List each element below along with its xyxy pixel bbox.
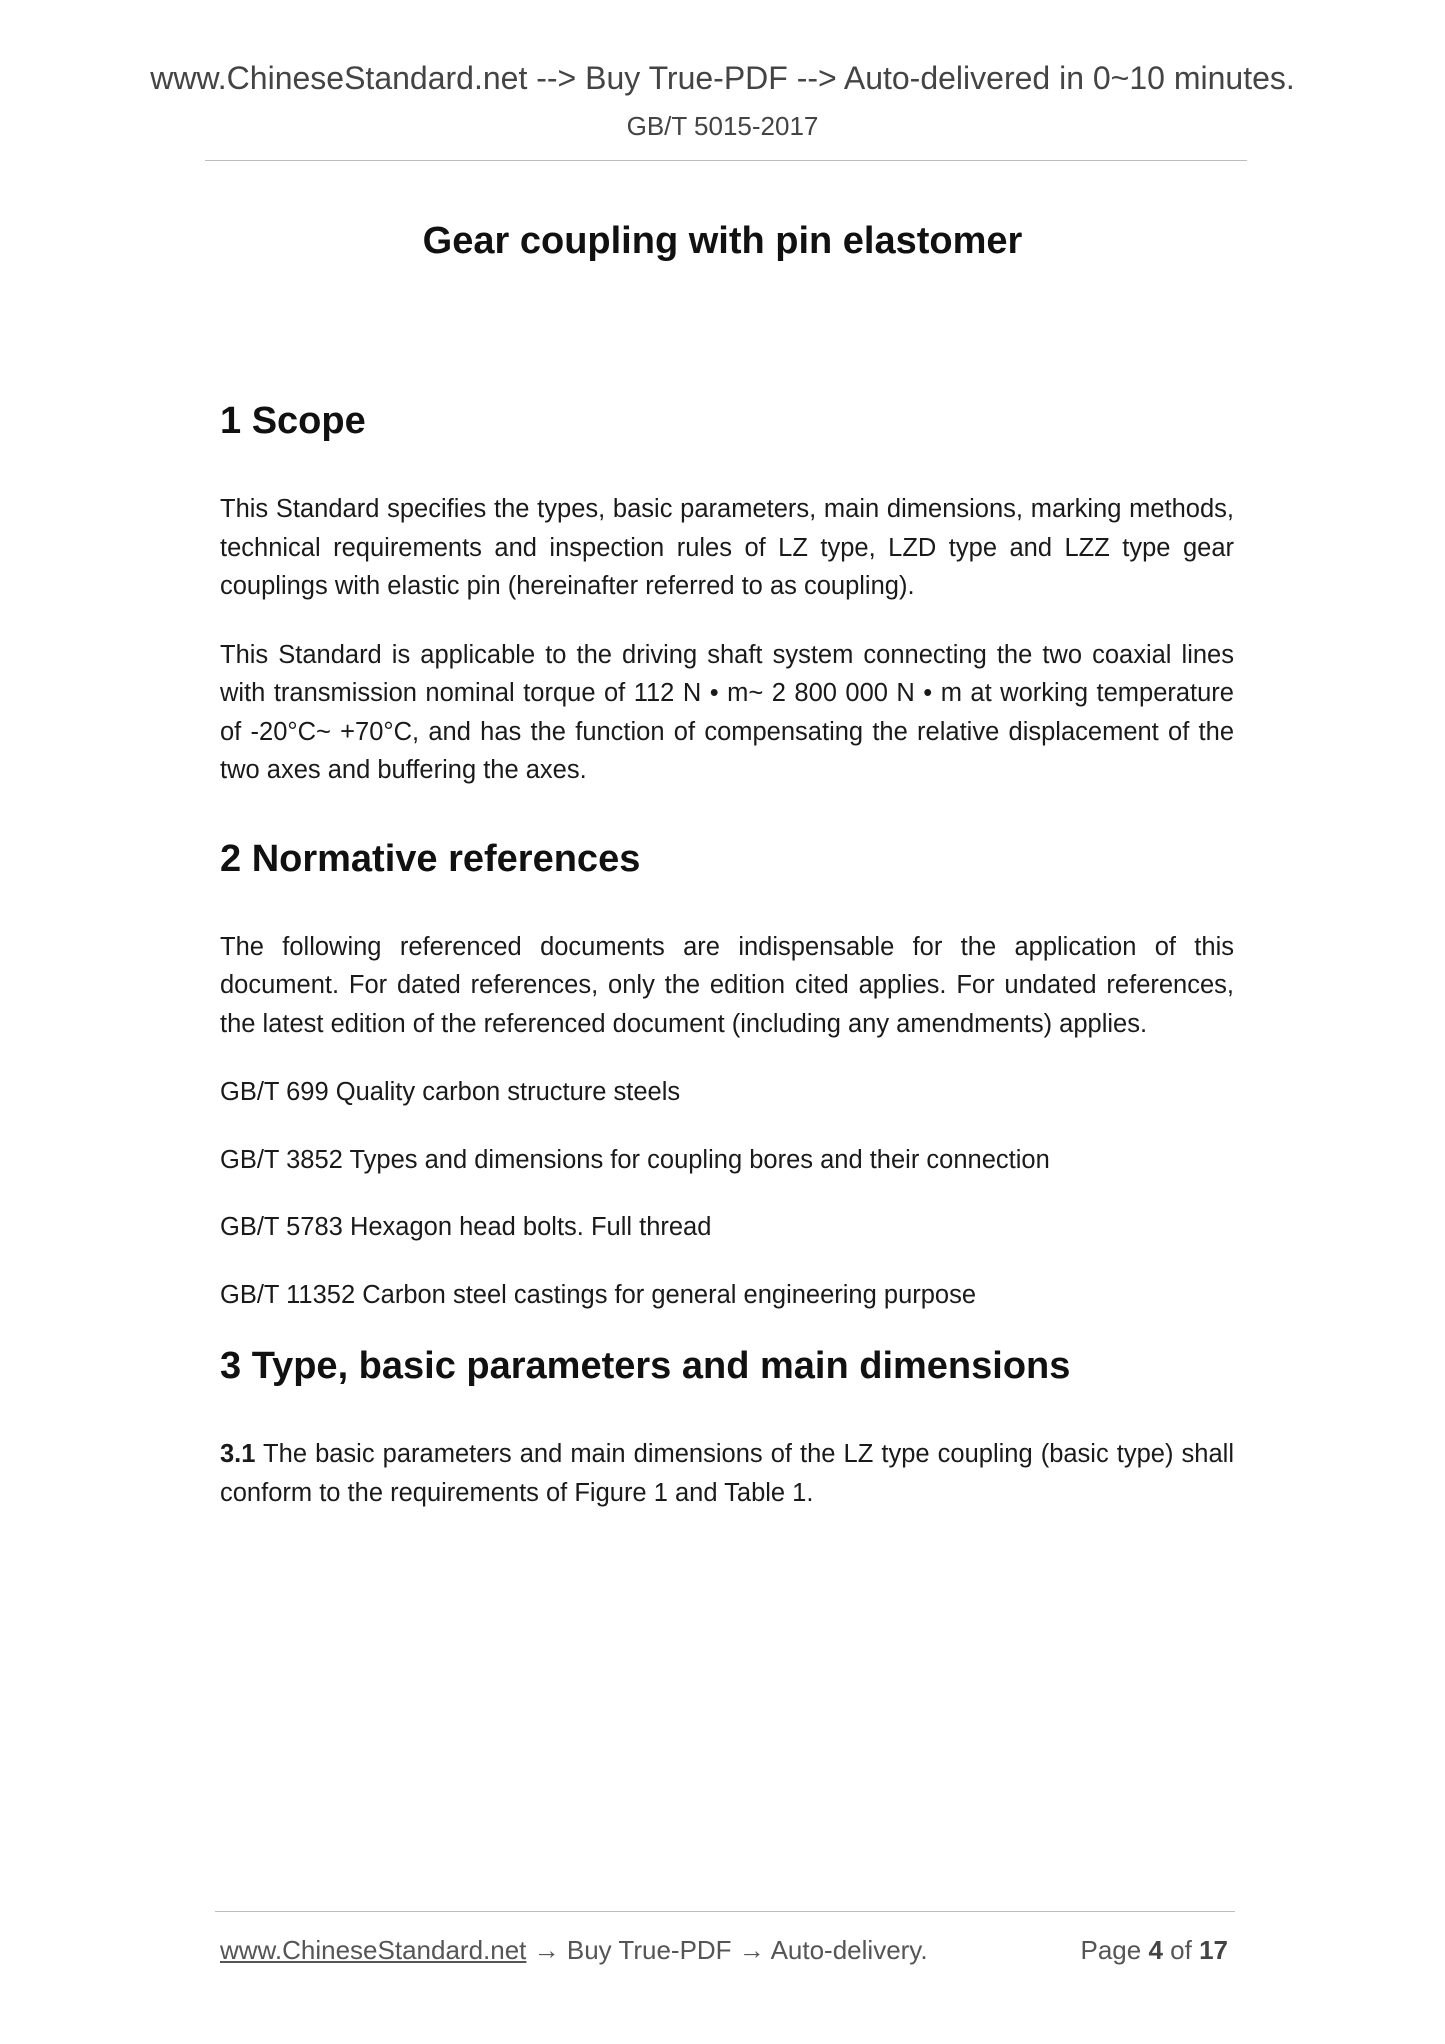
scope-paragraph: This Standard is applicable to the driving shaft system connecting the two coaxial lines with transmission nominal torque of 112 N • m~ 2 800 000 N • m at working temperature of -20°C~ +70°C, and has the function of compensating the relative displacement of the two axes and buffering the axes. bbox=[220, 640, 1234, 784]
page-current-number: 4 bbox=[1148, 1935, 1163, 1965]
header-banner: www.ChineseStandard.net --> Buy True-PDF --> Auto-delivered in 0~10 minutes. bbox=[150, 60, 1295, 96]
reference-item: GB/T 11352 Carbon steel castings for general engineering purpose bbox=[220, 1280, 977, 1309]
header-divider bbox=[205, 160, 1247, 161]
page-footer bbox=[220, 1930, 1232, 1970]
section-heading-normative-references: 2 Normative references bbox=[220, 837, 641, 880]
reference-item: GB/T 5783 Hexagon head bolts. Full thread bbox=[220, 1213, 712, 1241]
document-body bbox=[220, 398, 1234, 1512]
document-title: Gear coupling with pin elastomer bbox=[422, 220, 1023, 262]
footer-promo bbox=[220, 1930, 928, 1970]
page-indicator bbox=[1080, 1930, 1228, 1970]
section-heading-type-parameters: 3 Type, basic parameters and main dimensions bbox=[220, 1345, 1071, 1387]
normative-intro-paragraph: The following referenced documents are indispensable for the application of this document. For dated references, only the edition cited applies. For undated references, the latest edition of the referenced document (including any amendments) applies. bbox=[220, 932, 1234, 1038]
standard-code: GB/T 5015-2017 bbox=[626, 111, 819, 141]
footer-promo-text: → Buy True-PDF → Auto-delivery. bbox=[526, 1935, 928, 1965]
clause-number: 3.1 bbox=[220, 1440, 256, 1468]
page-of-word: of bbox=[1170, 1935, 1192, 1965]
page-total-number: 17 bbox=[1199, 1935, 1228, 1965]
section-heading-scope: 1 Scope bbox=[220, 400, 366, 442]
reference-item: GB/T 3852 Types and dimensions for coupling bores and their connection bbox=[220, 1145, 1050, 1174]
footer-site-link[interactable]: www.ChineseStandard.net bbox=[220, 1935, 527, 1965]
scope-paragraph: This Standard specifies the types, basic parameters, main dimensions, marking methods, technical requirements and inspection rules of LZ type, LZD type and LZZ type gear couplings with elastic pin (hereinafter referred to as coupling). bbox=[220, 495, 1234, 600]
footer-divider bbox=[215, 1911, 1235, 1912]
reference-item: GB/T 699 Quality carbon structure steels bbox=[220, 1078, 681, 1106]
clause-text: The basic parameters and main dimensions of the LZ type coupling (basic type) shall conform to the requirements of Figure 1 and Table 1. bbox=[220, 1440, 1234, 1507]
page-word: Page bbox=[1080, 1935, 1142, 1965]
clause-paragraph bbox=[220, 1435, 1234, 1512]
page-header bbox=[0, 58, 1445, 144]
